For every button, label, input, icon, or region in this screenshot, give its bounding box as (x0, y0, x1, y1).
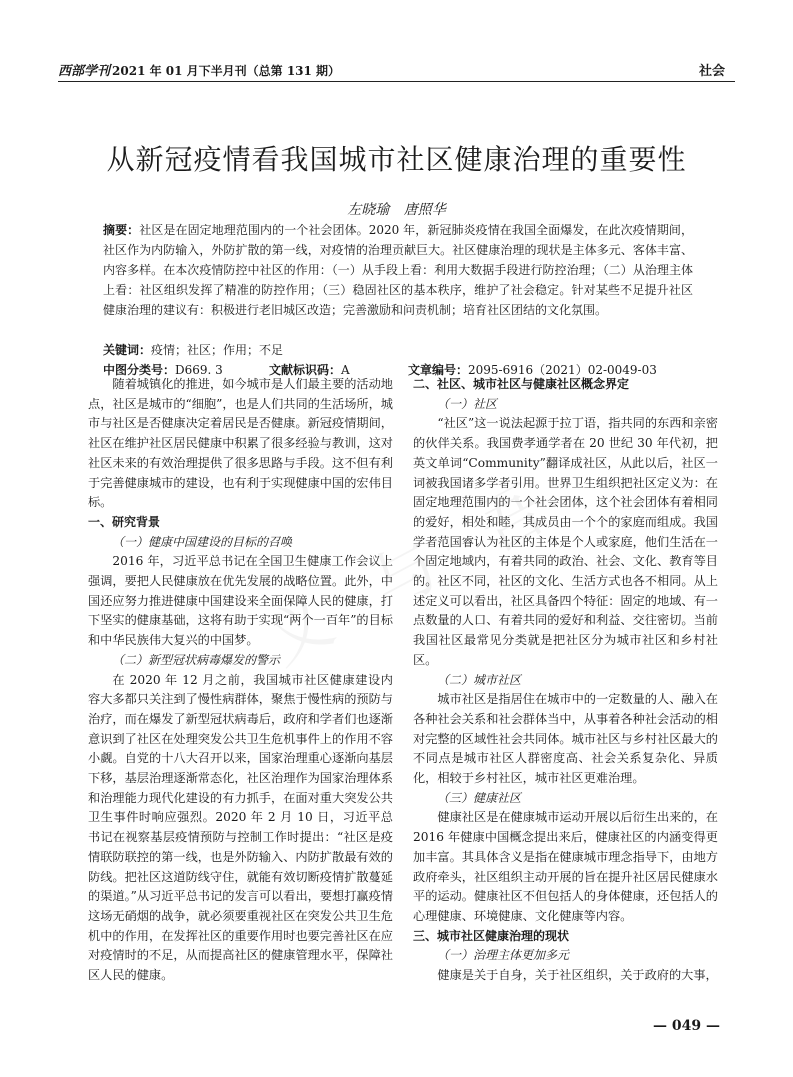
journal-logo: 西部学刊 (58, 64, 111, 79)
clc-label: 中图分类号： (103, 363, 176, 377)
section-label: 社会 (698, 64, 725, 79)
right-column (413, 375, 718, 986)
running-header-left (58, 60, 340, 79)
header-rule (58, 81, 735, 82)
page-number: — 049 — (653, 1018, 720, 1034)
article-meta (103, 340, 693, 380)
abstract-text: 社区是在固定地理范围内的一个社会团体。2020 年，新冠肺炎疫情在我国全面爆发，在此次疫情期间，社区作为内防输入，外防扩散的第一线，对疫情的治理贡献巨大。社区健康治理的现状是主体多元、客体丰富、内容多样。在本次疫情防控中社区的作用：（一）从手段上看：利用大数据手段进行防控治理；（二）从治理主体上看：社区组织发挥了精准的防控作用；（三）稳固社区的基本秩序，维护了社会稳定。针对某些不足提升社区健康治理的建议有：积极进行老旧城区改造；完善激励和问责机制；培育社区团结的文化氛围。 (103, 223, 693, 317)
subsection-heading: （三）健康社区 (437, 790, 522, 805)
section-heading: 一、研究背景 (88, 514, 161, 529)
subsection-heading: （一）健康中国建设的目标的召唤 (112, 534, 293, 549)
article-no-text: 2095-6916（2021）02-0049-03 (468, 363, 657, 377)
authors: 左晓瑜 唐照华 (347, 202, 446, 218)
article-no-label: 文章编号： (408, 363, 469, 377)
keywords-row (103, 340, 693, 360)
paragraph: 在 2020 年 12 月之前，我国城市社区健康建设内容大多都只关注到了慢性病群体，聚焦于慢性病的预防与治疗，而在爆发了新型冠状病毒后，政府和学者们也逐渐意识到了社区在处理突发公共卫生危机事件上的作用不容小觑。自党的十八大召开以来，国家治理重心逐渐向基层下移，基层治理逐渐常态化，社区治理作为国家治理体系和治理能力现代化建设的有力抓手，在面对重大突发公共卫生事件时响应强烈。2020 年 2 月 10 日，习近平总书记在视察基层疫情预防与控制工作时提出：“社区是疫情联防联控的第一线，也是外防输入、内防扩散最有效的防线。把社区这道防线守住，就能有效切断疫情扩散蔓延的渠道。”从习近平总书记的发言可以看出，要想打赢疫情这场无硝烟的战争，就必须要重视社区在突发公共卫生危机中的作用，在发挥社区的重要作用时也要完善社区在应对疫情时的不足，从而提高社区的健康管理水平，保障社区人民的健康。 (88, 672, 393, 983)
article-title: 从新冠疫情看我国城市社区健康治理的重要性 (106, 143, 687, 176)
paragraph: 2016 年，习近平总书记在全国卫生健康工作会议上强调，要把人民健康放在优先发展的战略位置。此外，中国还应努力推进健康中国建设来全面保障人民的健康，打下坚实的健康基础，这将有助于实现“两个一百年”的目标和中华民族伟大复兴的中国梦。 (88, 554, 393, 648)
section-heading: 二、社区、城市社区与健康社区概念界定 (413, 377, 630, 391)
doc-code-text: A (341, 363, 350, 377)
keywords-label: 关键词： (103, 343, 152, 357)
section-heading: 三、城市社区健康治理的现状 (413, 928, 570, 943)
subsection-heading: （一）社区 (437, 396, 498, 411)
abstract (103, 220, 693, 320)
left-column (88, 375, 393, 986)
paragraph: “社区”这一说法起源于拉丁语，指共同的东西和亲密的伙伴关系。我国费孝通学者在 20 世纪 30 年代初，把英文单词“Community”翻译成社区，从此以后，社区一词被我国诸多学者引用。世界卫生组织把社区定义为：在固定地理范围内的一个社会团体，这个社会团体有着相同的爱好，相处和睦，其成员由一个个的家庭而组成。我国学者范国睿认为社区的主体是个人或家庭，他们生活在一个固定地域内，有着共同的政治、社会、文化、教育等目的。社区不同，社区的文化、生活方式也各不相同。从上述定义可以看出，社区具备四个特征：固定的地域、有一点数量的人口、有着共同的爱好和利益、交往密切。当前我国社区最常见分类就是把社区分为城市社区和乡村社区。 (413, 416, 718, 667)
subsection-heading: （二）城市社区 (437, 672, 522, 687)
subsection-heading: （一）治理主体更加多元 (437, 948, 570, 963)
subsection-heading: （二）新型冠状病毒爆发的警示 (112, 652, 281, 667)
issue-info: 2021 年 01 月下半月刊（总第 131 期） (112, 64, 341, 78)
keywords-text: 疫情；社区；作用；不足 (151, 343, 284, 357)
paragraph: 随着城镇化的推进，如今城市是人们最主要的活动地点，社区是城市的“细胞”，也是人们共同的生活场所，城市与社区是否健康决定着居民是否健康。新冠疫情期间，社区在维护社区居民健康中积累了很多经验与教训，这对社区未来的有效治理提供了很多思路与手段。这不但有利于完善健康城市的建设，也有利于实现健康中国的宏伟目标。 (88, 377, 393, 510)
paragraph: 健康是关于自身，关于社区组织，关于政府的大事， (437, 968, 718, 983)
abstract-label: 摘要： (103, 223, 140, 237)
clc-text: D669. 3 (175, 363, 223, 377)
doc-code-label: 文献标识码： (269, 363, 342, 377)
paragraph: 城市社区是指居住在城市中的一定数量的人、融入在各种社会关系和社会群体当中，从事着各种社会活动的相对完整的区域性社会共同体。城市社区与乡村社区最大的不同点是城市社区人群密度高、社会关系复杂化、异质化，相较于乡村社区，城市社区更难治理。 (413, 692, 718, 786)
paragraph: 健康社区是在健康城市运动开展以后衍生出来的，在 2016 年健康中国概念提出来后，健康社区的内涵变得更加丰富。其具体含义是指在健康城市理念指导下，由地方政府牵头，社区组织主动开展的旨在提升社区居民健康水平的运动。健康社区不但包括人的身体健康，还包括人的心理健康、环境健康、文化健康等内容。 (413, 810, 718, 923)
